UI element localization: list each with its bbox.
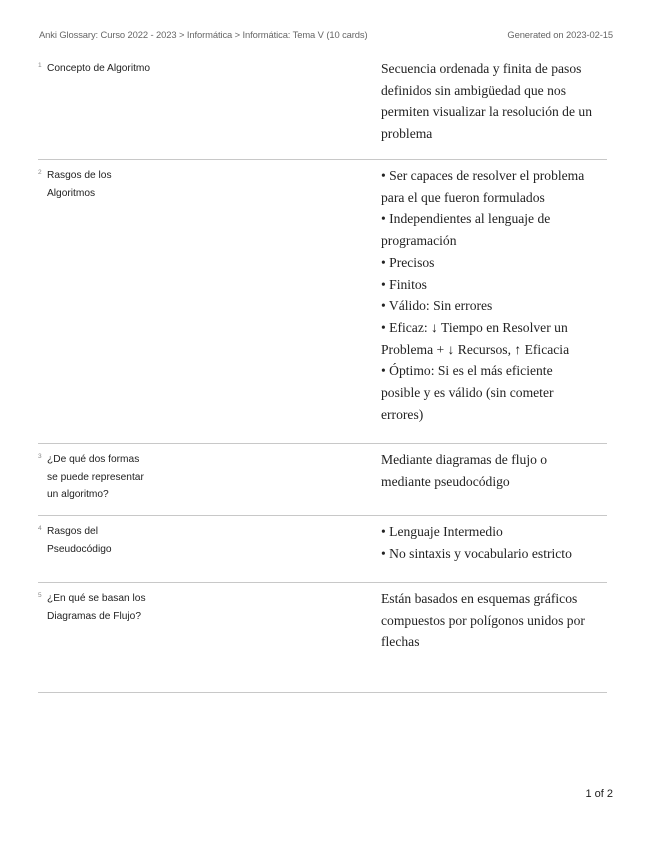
card-answer-line: • Finitos (381, 276, 427, 292)
card-answer-line: • Válido: Sin errores (381, 298, 493, 314)
card-answer-line: • Óptimo: Si es el más eficiente (381, 363, 553, 379)
card-back (381, 58, 611, 145)
card-front (38, 167, 178, 202)
card-answer-line: problema (381, 126, 433, 142)
card-answer-line: programación (381, 233, 457, 249)
card-front (38, 590, 178, 625)
card (38, 160, 607, 444)
card-answer-line: definidos sin ambigüedad que nos (381, 82, 566, 98)
card-answer-line: Problema + ↓ Recursos, ↑ Eficacia (381, 341, 570, 357)
card-number: 2 (38, 169, 42, 176)
card-answer-line: posible y es válido (sin cometer (381, 385, 554, 401)
card-answer-line: para el que fueron formulados (381, 189, 545, 205)
card-answer-line: permiten visualizar la resolución de un (381, 104, 593, 120)
card-answer-line: Secuencia ordenada y finita de pasos (381, 61, 582, 76)
card-answer-line: • Eficaz: ↓ Tiempo en Resolver un (381, 319, 568, 335)
card-question-line: Rasgos de los (47, 170, 112, 181)
page-header (39, 29, 613, 40)
card-question-line: Algoritmos (47, 187, 96, 199)
card-question-line: Rasgos del (47, 526, 98, 537)
card-back (381, 449, 611, 492)
card-question-line: Pseudocódigo (47, 543, 112, 555)
card-number: 1 (38, 62, 42, 69)
card-front (38, 60, 178, 78)
card-question-line: un algoritmo? (47, 489, 109, 500)
card (38, 53, 607, 160)
card-answer-line: • Ser capaces de resolver el problema (381, 168, 585, 183)
card-question-line: Concepto de Algoritmo (47, 63, 151, 74)
card (38, 516, 607, 583)
card-question-line: ¿En qué se basan los (47, 593, 146, 604)
card-back (381, 165, 611, 425)
card-number: 3 (38, 453, 42, 460)
card-question-line: ¿De qué dos formas (47, 454, 140, 465)
card-back (381, 521, 611, 564)
card-answer-line: • No sintaxis y vocabulario estricto (381, 545, 572, 561)
card-front (38, 523, 178, 558)
card (38, 583, 607, 693)
card (38, 444, 607, 516)
card-answer-line: errores) (381, 406, 424, 422)
card-number: 5 (38, 592, 42, 599)
card-list (38, 53, 607, 693)
generated-date: Generated on 2023-02-15 (507, 29, 613, 40)
card-answer-line: • Lenguaje Intermedio (381, 524, 503, 539)
card-answer-line: • Independientes al lenguaje de (381, 211, 551, 227)
card-answer-line: Están basados en esquemas gráficos (381, 591, 578, 606)
card-answer-line: compuestos por polígonos unidos por (381, 612, 585, 628)
card-answer-line: • Precisos (381, 254, 435, 270)
card-number: 4 (38, 525, 42, 532)
card-front (38, 451, 178, 504)
card-answer-line: Mediante diagramas de flujo o (381, 452, 548, 467)
card-answer-line: mediante pseudocódigo (381, 473, 510, 489)
card-question-line: se puede representar (47, 471, 144, 483)
card-answer-line: flechas (381, 634, 420, 650)
page-number: 1 of 2 (585, 788, 613, 800)
card-question-line: Diagramas de Flujo? (47, 610, 141, 622)
breadcrumb: Anki Glossary: Curso 2022 - 2023 > Informática > Informática: Tema V (10 cards) (39, 29, 368, 40)
card-back (381, 588, 611, 653)
